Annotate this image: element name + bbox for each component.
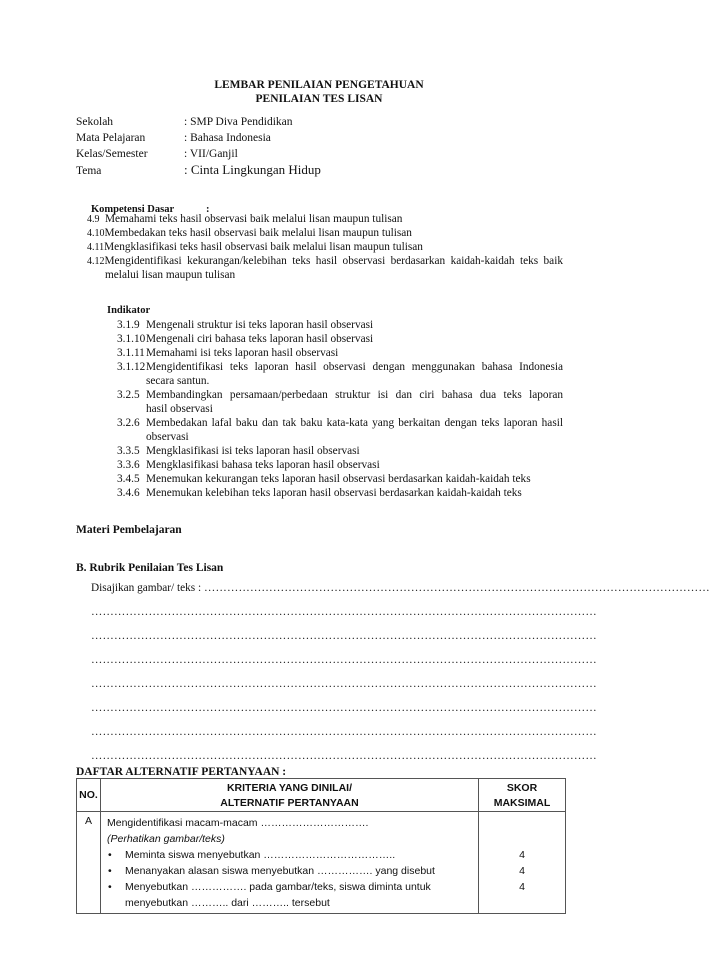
kd-colon: :: [206, 204, 210, 215]
list-item: • Menanyakan alasan siswa menyebutkan ……………. yang disebut: [108, 865, 435, 877]
col-kriteria-header: KRITERIA YANG DINILAI/ ALTERNATIF PERTANYAAN: [101, 779, 479, 812]
row-kriteria: Mengidentifikasi macam-macam …………………………. (Perhatikan gambar/teks) • Meminta siswa menyebutkan ……………………………….. • Menanyakan alasan siswa menyebutkan ……………. yang disebut • Menyebutkan ……………. pada gambar/teks, siswa diminta untuk menyebutkan ……….. dari ……….. tersebut: [101, 812, 479, 914]
indikator-item: 3.3.6 Mengklasifikasi bahasa teks laporan hasil observasi: [117, 459, 380, 471]
kd-item: 4.11Mengklasifikasi teks hasil observasi baik melalui lisan maupun tulisan: [87, 241, 423, 253]
kd-item: 4.10Membedakan teks hasil observasi baik melalui lisan maupun tulisan: [87, 227, 412, 239]
answer-line: Disajikan gambar/ teks : ……………………………………………………………………………………………………………………: [91, 582, 710, 594]
indikator-item: 3.2.5 Membandingkan persamaan/perbedaan struktur isi dan ciri bahasa dua teks laporan: [117, 389, 563, 401]
info-row-tema: Tema : Cinta Lingkungan Hidup: [76, 162, 321, 177]
answer-line: ……………………………………………………………………………………………………………………: [91, 606, 597, 618]
answer-line: ……………………………………………………………………………………………………………………: [91, 654, 597, 666]
info-row-mapel: Mata Pelajaran : Bahasa Indonesia: [76, 132, 271, 144]
indikator-item-cont: secara santun.: [146, 375, 210, 387]
rubrik-heading: B. Rubrik Penilaian Tes Lisan: [76, 562, 224, 574]
indikator-label: Indikator: [107, 305, 151, 316]
answer-line: ……………………………………………………………………………………………………………………: [91, 750, 597, 762]
identity-block: [76, 114, 321, 178]
kd-item: 4.9 Memahami teks hasil observasi baik melalui lisan maupun tulisan: [87, 213, 403, 225]
col-skor-header: SKOR MAKSIMAL: [479, 779, 566, 812]
answer-line: ……………………………………………………………………………………………………………………: [91, 726, 597, 738]
row-skor: 4 4 4: [479, 812, 566, 914]
row-no: A: [77, 812, 101, 914]
indikator-item-cont: hasil observasi: [146, 403, 213, 415]
indikator-item: 3.4.6 Menemukan kelebihan teks laporan hasil observasi berdasarkan kaidah-kaidah teks: [117, 487, 522, 499]
indikator-item-cont: observasi: [146, 431, 189, 443]
col-no-header: NO.: [77, 779, 101, 812]
info-row-kelas: Kelas/Semester : VII/Ganjil: [76, 148, 238, 160]
indikator-item: 3.1.10Mengenali ciri bahasa teks laporan hasil observasi: [117, 333, 374, 345]
indikator-item: 3.1.12Mengidentifikasi teks laporan hasil observasi dengan menggunakan bahasa Indonesia: [117, 361, 563, 373]
kd-item: 4.12Mengidentifikasi kekurangan/kelebihan teks hasil observasi berdasarkan kaidah-kaidah teks baik: [87, 255, 563, 267]
materi-heading: Materi Pembelajaran: [76, 524, 182, 536]
table-header-row: [77, 779, 566, 812]
answer-line: ……………………………………………………………………………………………………………………: [91, 678, 597, 690]
sheet-title: LEMBAR PENILAIAN PENGETAHUAN: [214, 79, 424, 91]
indikator-item: 3.4.5 Menemukan kekurangan teks laporan hasil observasi berdasarkan kaidah-kaidah teks: [117, 473, 531, 485]
criteria-table: [76, 778, 566, 914]
table-row: [77, 812, 566, 914]
list-item: • Menyebutkan ……………. pada gambar/teks, siswa diminta untuk menyebutkan ……….. dari ……….. tersebut: [108, 881, 431, 909]
kd-item-cont: melalui lisan maupun tulisan: [105, 269, 236, 281]
kd-label: Kompetensi Dasar: [91, 204, 175, 215]
answer-line: ……………………………………………………………………………………………………………………: [91, 702, 597, 714]
sheet-subtitle: PENILAIAN TES LISAN: [255, 93, 383, 105]
info-row-sekolah: Sekolah : SMP Diva Pendidikan: [76, 116, 293, 128]
indikator-item: 3.3.5 Mengklasifikasi isi teks laporan hasil observasi: [117, 445, 360, 457]
indikator-item: 3.1.11Memahami isi teks laporan hasil observasi: [117, 347, 339, 359]
list-item: • Meminta siswa menyebutkan ………………………………..: [108, 849, 396, 861]
indikator-item: 3.2.6 Membedakan lafal baku dan tak baku kata-kata yang berkaitan dengan teks laporan hasil: [117, 417, 563, 429]
daftar-heading: DAFTAR ALTERNATIF PERTANYAAN :: [76, 766, 287, 778]
answer-line: ……………………………………………………………………………………………………………………: [91, 630, 597, 642]
indikator-item: 3.1.9 Mengenali struktur isi teks laporan hasil observasi: [117, 319, 374, 331]
